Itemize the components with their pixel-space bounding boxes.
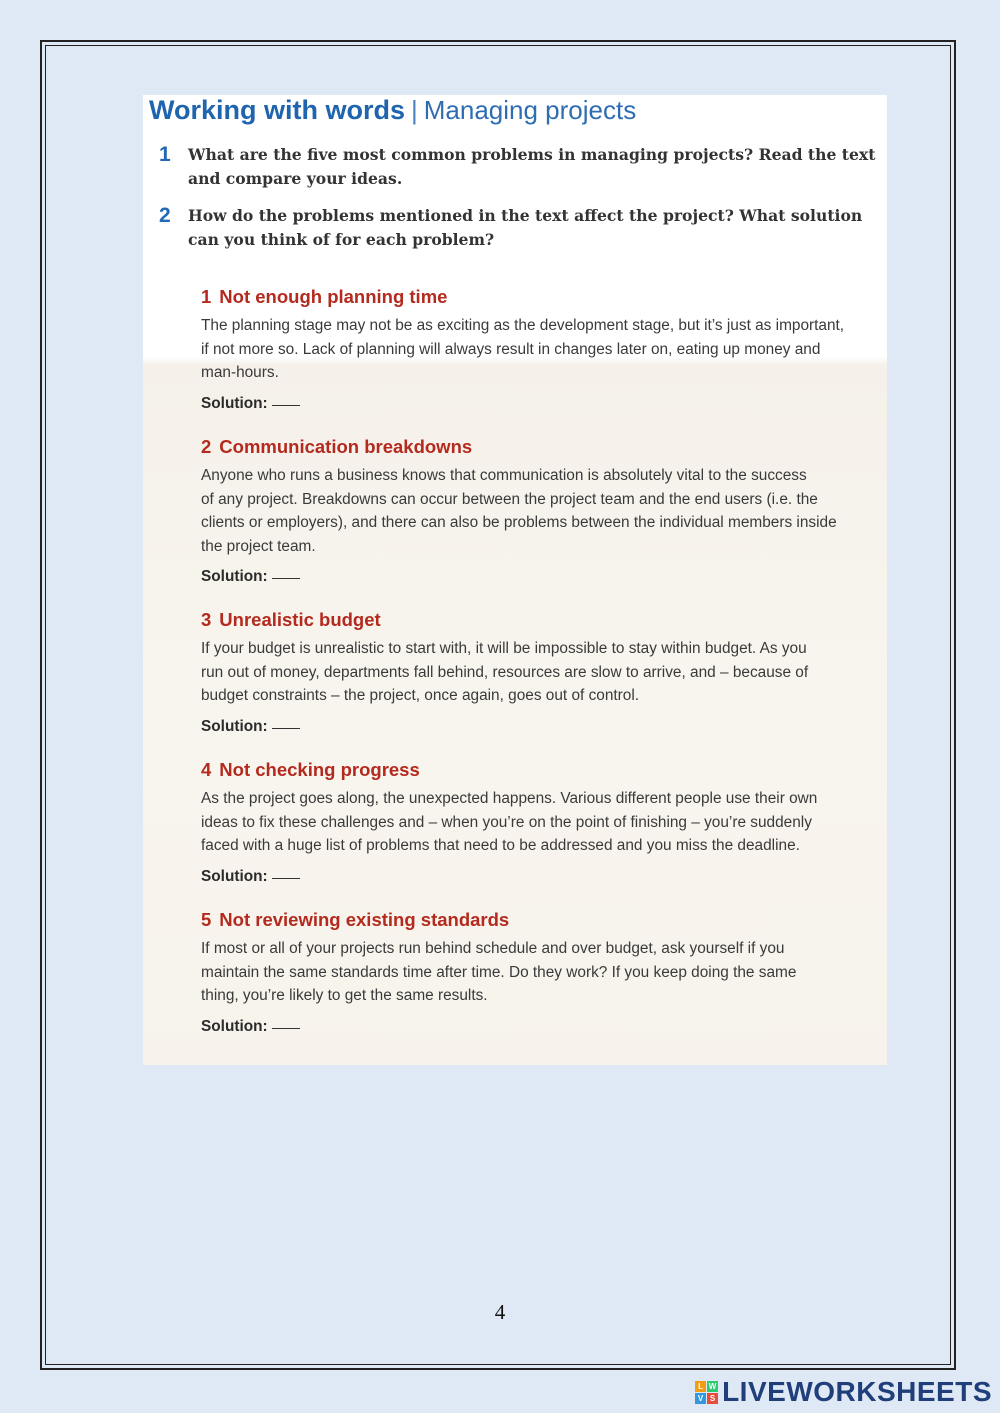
question-text: What are the five most common problems in managing projects? Read the text and compare your ideas.	[188, 145, 876, 188]
section-number: 2	[201, 436, 212, 457]
body-line: faced with a huge list of problems that need to be addressed and you miss the deadline.	[201, 837, 800, 854]
section-body	[201, 464, 873, 558]
heading-subtitle: Managing projects	[423, 95, 637, 125]
problem-section-5	[201, 909, 873, 1036]
section-title-text: Unrealistic budget	[219, 609, 381, 630]
solution-field[interactable]	[201, 395, 873, 413]
problem-section-1	[201, 286, 873, 413]
body-line: man-hours.	[201, 364, 279, 381]
solution-blank[interactable]	[272, 405, 300, 406]
body-line: of any project. Breakdowns can occur between the project team and the end users (i.e. the	[201, 490, 818, 508]
body-line: budget constraints – the project, once again, goes out of control.	[201, 687, 640, 704]
solution-label: Solution:	[201, 394, 268, 412]
section-body	[201, 937, 873, 1008]
question-number: 1	[159, 143, 171, 166]
body-line: ideas to fix these challenges and – when you’re on the point of finishing – you’re suddenly	[201, 813, 812, 831]
section-title-text: Not enough planning time	[219, 286, 448, 307]
solution-field[interactable]	[201, 718, 873, 736]
problem-section-3	[201, 609, 873, 736]
solution-blank[interactable]	[272, 1028, 300, 1029]
body-line: maintain the same standards time after time. Do they work? If you keep doing the same	[201, 963, 797, 981]
question-1	[159, 143, 884, 191]
solution-blank[interactable]	[272, 578, 300, 579]
logo-icon-cell: V	[695, 1393, 706, 1404]
worksheet-scan	[143, 95, 887, 1065]
heading-separator: |	[411, 95, 418, 125]
logo-icon-cell: W	[708, 1381, 717, 1391]
section-number: 1	[201, 286, 212, 307]
body-line: The planning stage may not be as exciting as the development stage, but it’s just as important,	[201, 317, 845, 334]
solution-label: Solution:	[201, 1017, 268, 1035]
body-line: As the project goes along, the unexpected happens. Various different people use their own	[201, 790, 818, 807]
body-line: If most or all of your projects run behind schedule and over budget, ask yourself if you	[201, 940, 785, 957]
page-number: 4	[494, 1300, 506, 1324]
solution-blank[interactable]	[272, 728, 300, 729]
solution-label: Solution:	[201, 867, 268, 885]
section-title	[201, 909, 873, 931]
logo-icon-cell: S	[707, 1393, 718, 1404]
solution-field[interactable]	[201, 1018, 873, 1036]
section-body	[201, 637, 873, 708]
section-number: 5	[201, 909, 212, 930]
body-line: Anyone who runs a business knows that communication is absolutely vital to the success	[201, 467, 807, 484]
body-line: run out of money, departments fall behind, resources are slow to arrive, and – because of	[201, 663, 809, 681]
problem-section-2	[201, 436, 873, 586]
section-title-text: Not checking progress	[219, 759, 420, 780]
body-line: thing, you’re likely to get the same results.	[201, 987, 488, 1004]
question-text: How do the problems mentioned in the text affect the project? What solution can you think of for each problem?	[188, 206, 863, 249]
solution-field[interactable]	[201, 568, 873, 586]
problem-section-4	[201, 759, 873, 886]
section-title-text: Communication breakdowns	[219, 436, 473, 457]
logo-icon-cell: L	[695, 1381, 706, 1392]
question-number: 2	[159, 204, 171, 227]
logo-text: LIVEWORKSHEETS	[722, 1376, 992, 1407]
worksheet-heading	[149, 95, 636, 126]
section-title	[201, 759, 873, 781]
section-title	[201, 436, 873, 458]
section-title-text: Not reviewing existing standards	[219, 909, 510, 930]
section-body	[201, 787, 873, 858]
body-line: if not more so. Lack of planning will always result in changes later on, eating up money and	[201, 340, 821, 358]
solution-field[interactable]	[201, 868, 873, 886]
section-title	[201, 286, 873, 308]
body-line: If your budget is unrealistic to start with, it will be impossible to stay within budget. As you	[201, 640, 807, 657]
section-number: 3	[201, 609, 212, 630]
solution-blank[interactable]	[272, 878, 300, 879]
body-line: the project team.	[201, 537, 316, 555]
section-title	[201, 609, 873, 631]
liveworksheets-logo[interactable]	[695, 1376, 992, 1408]
logo-icon	[695, 1381, 718, 1404]
section-number: 4	[201, 759, 212, 780]
section-body	[201, 314, 873, 385]
solution-label: Solution:	[201, 568, 268, 585]
heading-title: Working with words	[149, 95, 405, 125]
question-2	[159, 204, 884, 252]
solution-label: Solution:	[201, 717, 268, 735]
body-line: clients or employers), and there can also be problems between the individual members inside	[201, 514, 837, 531]
